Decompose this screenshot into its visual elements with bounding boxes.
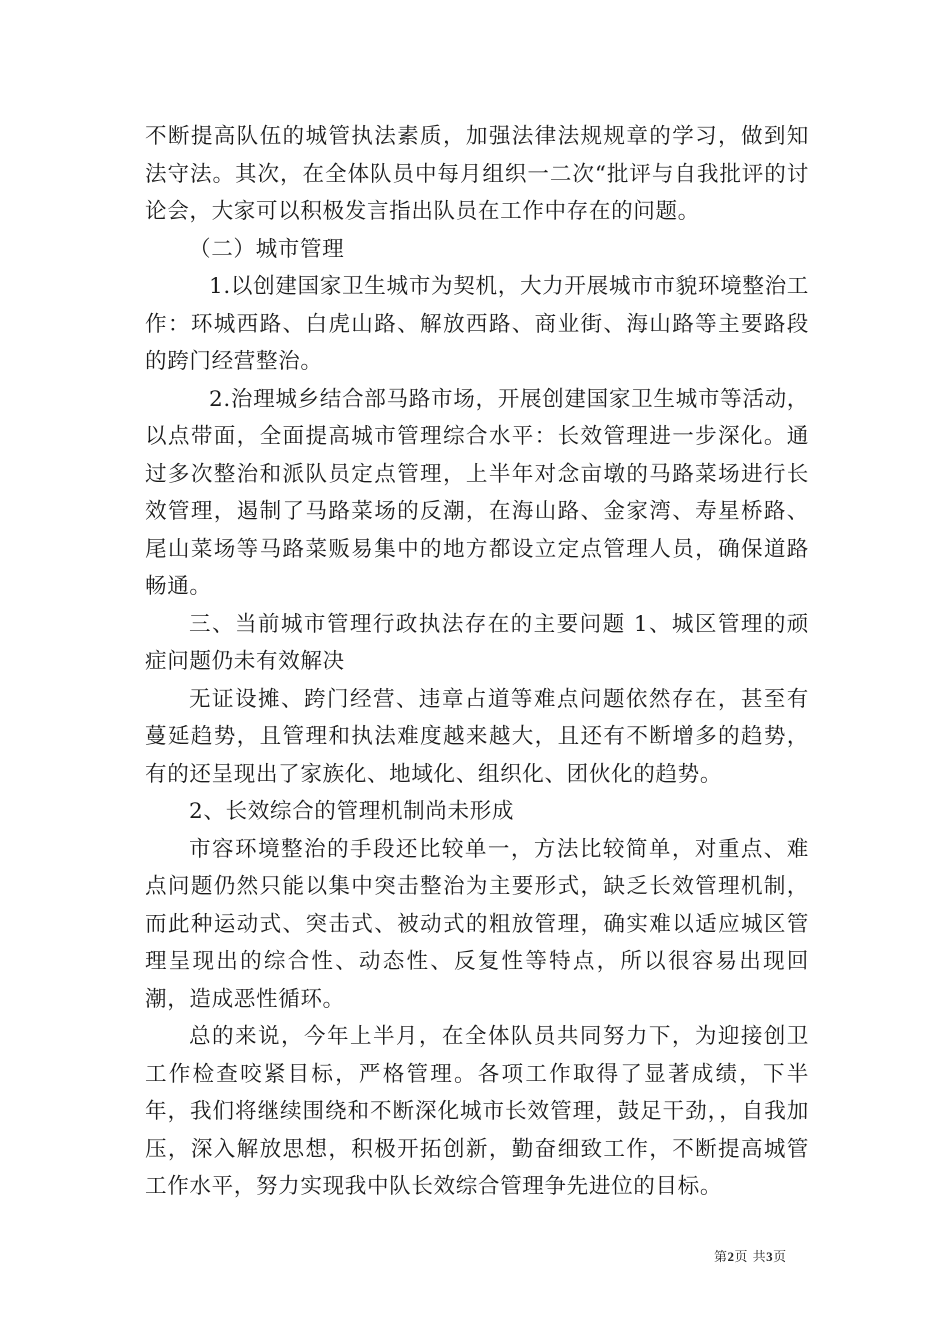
document-body xyxy=(145,118,809,1206)
footer-suffix: 页 xyxy=(773,1250,787,1265)
paragraph-item-1: 1.以创建国家卫生城市为契机，大力开展城市市貌环境整治工作：环城西路、白虎山路、解放西路、商业街、海山路等主要路段的跨门经营整治。 xyxy=(145,274,809,374)
paragraph-item-2: 2.治理城乡结合部马路市场，开展创建国家卫生城市等活动，以点带面，全面提高城市管理综合水平：长效管理进一步深化。通过多次整治和派队员定点管理，上半年对念亩墩的马路菜场进行长效管理，遏制了马路菜场的反潮，在海山路、金家湾、寿星桥路、尾山菜场等马路菜贩易集中的地方都设立定点管理人员，确保道路畅通。 xyxy=(145,386,809,599)
paragraph-continuation: 不断提高队伍的城管执法素质，加强法律法规规章的学习，做到知法守法。其次，在全体队员中每月组织一二次“批评与自我批评的讨论会，大家可以积极发言指出队员在工作中存在的问题。 xyxy=(145,124,809,224)
paragraph-summary: 总的来说，今年上半月，在全体队员共同努力下，为迎接创卫工作检查咬紧目标，严格管理。各项工作取得了显著成绩，下半年，我们将继续围绕和不断深化城市长效管理，鼓足干劲，，自我加压，深入解放思想，积极开拓创新，勤奋细致工作，不断提高城管工作水平，努力实现我中队长效综合管理争先进位的目标。 xyxy=(145,1024,809,1199)
footer-current-page: 2 xyxy=(727,1249,735,1264)
footer-total-pages: 3 xyxy=(766,1249,774,1264)
footer-prefix: 第 xyxy=(714,1250,728,1265)
section-heading-main-problems: 三、当前城市管理行政执法存在的主要问题 1、城区管理的顽症问题仍未有效解决 xyxy=(145,611,809,674)
section-heading-city-management: （二）城市管理 xyxy=(189,236,345,262)
subheading-problem-2: 2、长效综合的管理机制尚未形成 xyxy=(189,799,515,824)
paragraph-problem-1-detail: 无证设摊、跨门经营、违章占道等难点问题依然存在，甚至有蔓延趋势，且管理和执法难度越来越大，且还有不断增多的趋势，有的还呈现出了家族化、地域化、组织化、团伙化的趋势。 xyxy=(145,686,809,787)
footer-middle: 页 共 xyxy=(734,1250,767,1265)
page-number-footer xyxy=(714,1248,787,1267)
paragraph-problem-2-detail: 市容环境整治的手段还比较单一，方法比较简单，对重点、难点问题仍然只能以集中突击整治为主要形式，缺乏长效管理机制，而此种运动式、突击式、被动式的粗放管理，确实难以适应城区管理呈现出的综合性、动态性、反复性等特点，所以很容易出现回潮，造成恶性循环。 xyxy=(145,836,809,1012)
